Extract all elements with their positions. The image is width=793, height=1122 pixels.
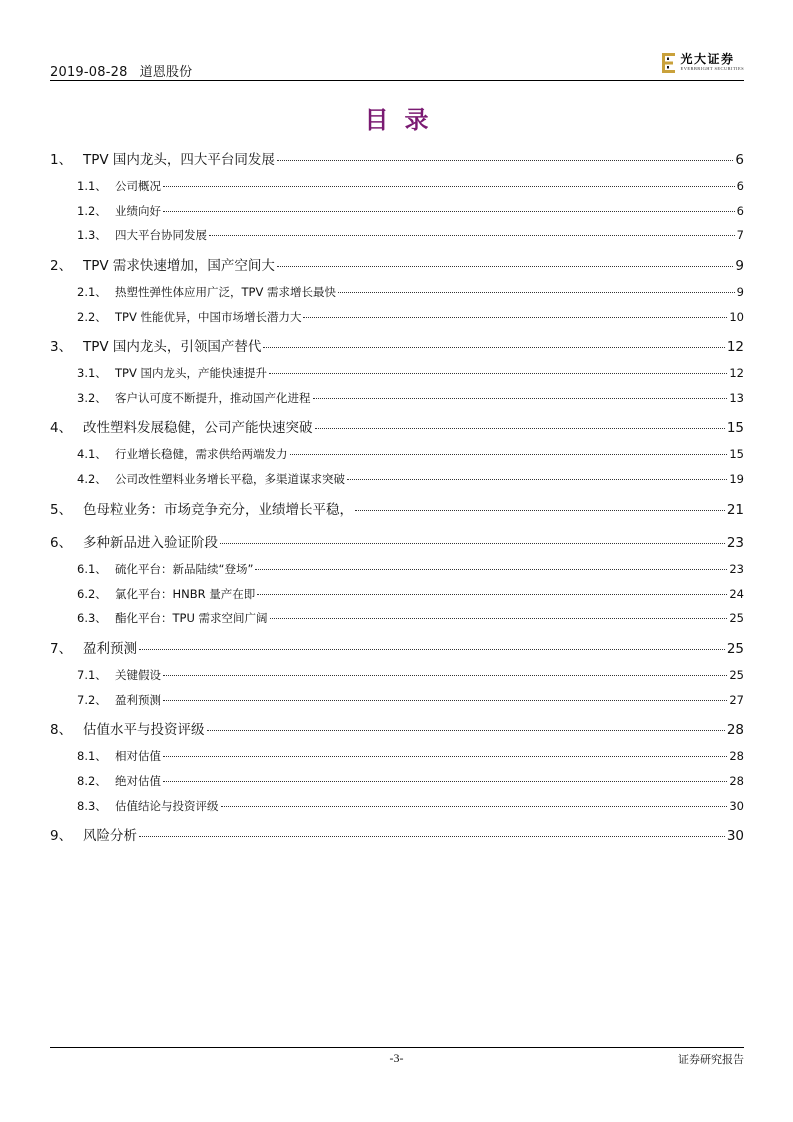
- toc-entry-number: 4.2、: [77, 472, 107, 486]
- toc-entry-number: 1.3、: [77, 228, 107, 243]
- toc-entry-page-number: 24: [729, 586, 744, 601]
- toc-subsection-entry[interactable]: [50, 582, 744, 606]
- toc-dot-leader: [139, 836, 725, 837]
- toc-section-entry[interactable]: [50, 414, 744, 442]
- toc-subsection-entry[interactable]: [50, 305, 744, 329]
- toc-dot-leader: [163, 186, 735, 187]
- toc-dot-leader: [290, 454, 728, 455]
- toc-subsection-entry[interactable]: [50, 174, 744, 198]
- toc-dot-leader: [315, 428, 725, 429]
- toc-entry-label: 酯化平台：TPU 需求空间广阔: [115, 611, 268, 626]
- toc-dot-leader: [220, 543, 725, 544]
- toc-entry-page-number: 9: [735, 257, 744, 274]
- header-info: [50, 61, 192, 80]
- toc-entry-page-number: 30: [729, 798, 744, 813]
- toc-entry-number: 6、: [50, 535, 73, 551]
- toc-subsection-entry[interactable]: [50, 744, 744, 768]
- toc-entry-page-number: 23: [729, 562, 744, 576]
- toc-dot-leader: [270, 618, 728, 619]
- toc-entry-number: 2、: [50, 257, 73, 274]
- toc-dot-leader: [257, 594, 727, 595]
- toc-entry-label: 热塑性弹性体应用广泛，TPV 需求增长最快: [115, 284, 336, 299]
- toc-entry-page-number: 6: [735, 152, 744, 168]
- toc-entry-number: 6.2、: [77, 586, 107, 601]
- toc-entry-label: 业绩向好: [115, 203, 161, 218]
- toc-entry-number: 1.2、: [77, 203, 107, 218]
- toc-dot-leader: [221, 806, 728, 807]
- toc-subsection-entry[interactable]: [50, 688, 744, 712]
- toc-dot-leader: [163, 700, 727, 701]
- toc-entry-number: 3.2、: [77, 390, 107, 405]
- toc-entry-page-number: 13: [729, 390, 744, 405]
- toc-entry-number: 9、: [50, 828, 73, 844]
- toc-entry-label: 四大平台协同发展: [115, 228, 207, 243]
- toc-dot-leader: [139, 649, 725, 650]
- toc-section-entry[interactable]: [50, 529, 744, 557]
- header-divider: [50, 80, 744, 81]
- toc-entry-number: 1、: [50, 152, 73, 168]
- toc-entry-label: 改性塑料发展稳健，公司产能快速突破: [83, 420, 313, 437]
- everbright-logo-mark-icon: [661, 52, 677, 74]
- toc-entry-page-number: 28: [726, 722, 744, 739]
- toc-section-entry[interactable]: [50, 333, 744, 361]
- toc-dot-leader: [209, 235, 735, 236]
- toc-dot-leader: [277, 160, 733, 161]
- toc-entry-page-number: 9: [736, 284, 744, 299]
- toc-entry-page-number: 30: [726, 828, 744, 844]
- toc-entry-label: 客户认可度不断提升，推动国产化进程: [115, 390, 311, 405]
- toc-entry-page-number: 12: [726, 339, 744, 356]
- toc-entry-number: 4.1、: [77, 447, 107, 462]
- toc-entry-page-number: 23: [726, 535, 744, 551]
- page-header: [50, 52, 744, 82]
- toc-entry-number: 7、: [50, 640, 73, 657]
- toc-entry-page-number: 15: [726, 420, 744, 437]
- toc-section-entry[interactable]: [50, 635, 744, 663]
- toc-section-entry[interactable]: [50, 822, 744, 850]
- toc-dot-leader: [163, 756, 727, 757]
- toc-subsection-entry[interactable]: [50, 199, 744, 223]
- toc-entry-label: 多种新品进入验证阶段: [83, 535, 218, 551]
- toc-entry-number: 2.2、: [77, 309, 107, 324]
- toc-entry-number: 2.1、: [77, 284, 107, 299]
- toc-entry-page-number: 21: [726, 501, 744, 518]
- toc-entry-label: TPV 国内龙头，产能快速提升: [115, 366, 267, 381]
- toc-subsection-entry[interactable]: [50, 386, 744, 410]
- toc-dot-leader: [163, 781, 727, 782]
- toc-section-entry[interactable]: [50, 252, 744, 280]
- toc-subsection-entry[interactable]: [50, 794, 744, 818]
- toc-entry-page-number: 6: [736, 179, 744, 193]
- toc-entry-label: 盈利预测: [83, 640, 137, 657]
- toc-entry-label: 氯化平台：HNBR 量产在即: [115, 586, 256, 601]
- logo-chinese-name: 光大证券: [680, 52, 735, 66]
- toc-entry-label: 公司概况: [115, 179, 161, 193]
- toc-subsection-entry[interactable]: [50, 467, 744, 491]
- toc-entry-label: 盈利预测: [115, 692, 161, 707]
- toc-subsection-entry[interactable]: [50, 280, 744, 304]
- toc-entry-page-number: 25: [726, 640, 744, 657]
- toc-entry-page-number: 19: [729, 472, 744, 486]
- toc-entry-page-number: 28: [729, 773, 744, 788]
- toc-entry-label: TPV 性能优异，中国市场增长潜力大: [115, 309, 302, 324]
- toc-entry-number: 3、: [50, 339, 73, 356]
- toc-entry-number: 8.1、: [77, 749, 107, 764]
- toc-entry-number: 8.2、: [77, 773, 107, 788]
- toc-section-entry[interactable]: [50, 146, 744, 174]
- toc-entry-label: 硫化平台：新品陆续“登场”: [115, 562, 254, 576]
- toc-section-entry[interactable]: [50, 716, 744, 744]
- toc-dot-leader: [263, 347, 724, 348]
- toc-entry-page-number: 25: [729, 611, 744, 626]
- toc-subsection-entry[interactable]: [50, 663, 744, 687]
- page-number: -3-: [389, 1051, 404, 1065]
- toc-entry-label: 绝对估值: [115, 773, 161, 788]
- toc-entry-page-number: 7: [736, 228, 744, 243]
- toc-entry-number: 8.3、: [77, 798, 107, 813]
- toc-entry-label: TPV 需求快速增加，国产空间大: [83, 257, 275, 274]
- toc-dot-leader: [269, 373, 727, 374]
- toc-entry-page-number: 10: [729, 309, 744, 324]
- toc-entry-number: 6.1、: [77, 562, 107, 576]
- toc-entry-label: 色母粒业务：市场竞争充分，业绩增长平稳，: [83, 501, 353, 518]
- report-type-label: 证券研究报告: [678, 1053, 744, 1066]
- everbright-logo: [661, 52, 744, 78]
- toc-dot-leader: [355, 510, 725, 511]
- toc-entry-page-number: 6: [736, 203, 744, 218]
- toc-dot-leader: [207, 730, 725, 731]
- toc-title: 目录: [364, 106, 445, 134]
- toc-subsection-entry[interactable]: [50, 606, 744, 630]
- toc-entry-label: 相对估值: [115, 749, 161, 764]
- toc-subsection-entry[interactable]: [50, 557, 744, 581]
- toc-entry-label: 风险分析: [83, 828, 137, 844]
- toc-entry-label: 关键假设: [115, 667, 161, 682]
- toc-entry-page-number: 27: [729, 692, 744, 707]
- toc-dot-leader: [313, 398, 728, 399]
- toc-entry-number: 1.1、: [77, 179, 107, 193]
- toc-entry-label: 行业增长稳健，需求供给两端发力: [115, 447, 288, 462]
- toc-entry-number: 5、: [50, 501, 73, 518]
- toc-dot-leader: [338, 292, 735, 293]
- toc-dot-leader: [303, 317, 727, 318]
- logo-english-name: EVERBRIGHT SECURITIES: [680, 66, 744, 71]
- toc-entry-page-number: 15: [729, 447, 744, 462]
- toc-entry-label: 公司改性塑料业务增长平稳，多渠道谋求突破: [115, 472, 345, 486]
- toc-entry-label: 估值水平与投资评级: [83, 722, 205, 739]
- toc-entry-number: 7.2、: [77, 692, 107, 707]
- toc-subsection-entry[interactable]: [50, 769, 744, 793]
- toc-entry-number: 7.1、: [77, 667, 107, 682]
- toc-subsection-entry[interactable]: [50, 361, 744, 385]
- toc-dot-leader: [347, 479, 727, 480]
- toc-entry-number: 8、: [50, 722, 73, 739]
- toc-entry-label: TPV 国内龙头，四大平台同发展: [83, 152, 275, 168]
- toc-subsection-entry[interactable]: [50, 442, 744, 466]
- toc-dot-leader: [163, 211, 735, 212]
- toc-dot-leader: [163, 675, 727, 676]
- footer-divider: [50, 1047, 744, 1048]
- company-name: 道恩股份: [139, 65, 193, 80]
- toc-entry-number: 4、: [50, 420, 73, 437]
- toc-dot-leader: [255, 569, 727, 570]
- toc-entry-page-number: 25: [729, 667, 744, 682]
- toc-entry-label: TPV 国内龙头，引领国产替代: [83, 339, 262, 356]
- toc-entry-label: 估值结论与投资评级: [115, 798, 219, 813]
- toc-dot-leader: [277, 266, 733, 267]
- toc-entry-number: 6.3、: [77, 611, 107, 626]
- toc-section-entry[interactable]: [50, 496, 744, 524]
- report-date: 2019-08-28: [50, 65, 128, 80]
- toc-subsection-entry[interactable]: [50, 223, 744, 247]
- toc-entry-page-number: 12: [729, 366, 744, 381]
- toc-entry-number: 3.1、: [77, 366, 107, 381]
- toc-entry-page-number: 28: [729, 749, 744, 764]
